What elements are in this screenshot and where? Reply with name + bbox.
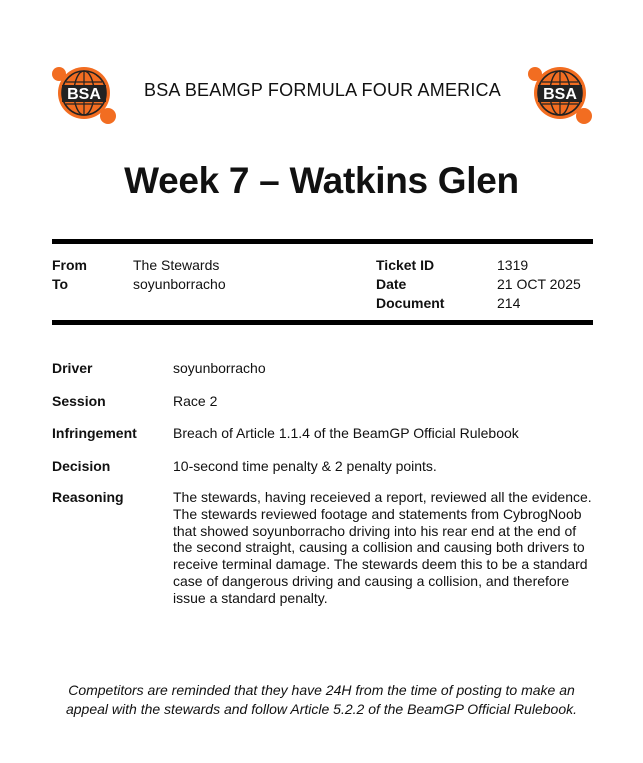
infringement-label: Infringement <box>52 425 137 441</box>
reasoning-label: Reasoning <box>52 489 124 505</box>
session-row <box>52 393 597 425</box>
organization-title: BSA BEAMGP FORMULA FOUR AMERICA <box>144 80 501 100</box>
reasoning-line: case of dangerous driving and causing a collision, and therefore <box>173 572 570 589</box>
decision-label: Decision <box>52 458 111 474</box>
addressing-block <box>52 256 352 316</box>
ticket-id-value: 1319 <box>497 257 529 273</box>
document-info-block <box>376 256 596 316</box>
session-value: Race 2 <box>173 393 218 409</box>
appeal-notice-line: appeal with the stewards and follow Article 5.2.2 of the BeamGP Official Rulebook. <box>65 701 577 717</box>
infringement-row <box>52 425 597 458</box>
from-label: From <box>52 257 87 273</box>
reasoning-row <box>52 489 597 607</box>
reasoning-line: issue a standard penalty. <box>173 589 328 606</box>
driver-row <box>52 360 597 393</box>
driver-label: Driver <box>52 360 93 376</box>
reasoning-line: that showed soyunborracho driving into his rear end at the end of <box>173 522 577 539</box>
session-label: Session <box>52 393 106 409</box>
appeal-notice-line: Competitors are reminded that they have 24H from the time of posting to make an <box>68 682 575 698</box>
document-value: 214 <box>497 295 521 311</box>
document-label: Document <box>376 295 445 311</box>
page-title: Week 7 – Watkins Glen <box>124 160 519 201</box>
bsa-logo-left-text: BSA <box>67 86 101 103</box>
bottom-divider <box>52 320 593 325</box>
driver-value: soyunborracho <box>173 360 266 376</box>
to-label: To <box>52 276 69 292</box>
reasoning-line: receive terminal damage. The stewards deem this to be a standard <box>173 556 588 573</box>
bsa-logo-left <box>51 62 117 126</box>
to-value: soyunborracho <box>133 276 226 292</box>
reasoning-line: The stewards, having receieved a report, reviewed all the evidence. <box>173 489 592 505</box>
appeal-notice <box>40 681 603 719</box>
reasoning-text <box>173 489 597 607</box>
decision-value: 10-second time penalty & 2 penalty points. <box>173 458 437 474</box>
bsa-logo-right <box>527 62 593 126</box>
decision-row <box>52 458 597 489</box>
from-value: The Stewards <box>133 257 220 273</box>
reasoning-line: the second straight, causing a collision and causing both drivers to <box>173 539 585 556</box>
top-divider <box>52 239 593 244</box>
bsa-logo-right-text: BSA <box>543 86 577 103</box>
date-value: 21 OCT 2025 <box>497 276 581 292</box>
reasoning-line: The stewards reviewed footage and statements from CybrogNoob <box>173 505 582 522</box>
decision-details <box>52 360 597 607</box>
ticket-id-label: Ticket ID <box>376 257 435 273</box>
infringement-value: Breach of Article 1.1.4 of the BeamGP Official Rulebook <box>173 425 519 441</box>
date-label: Date <box>376 276 407 292</box>
